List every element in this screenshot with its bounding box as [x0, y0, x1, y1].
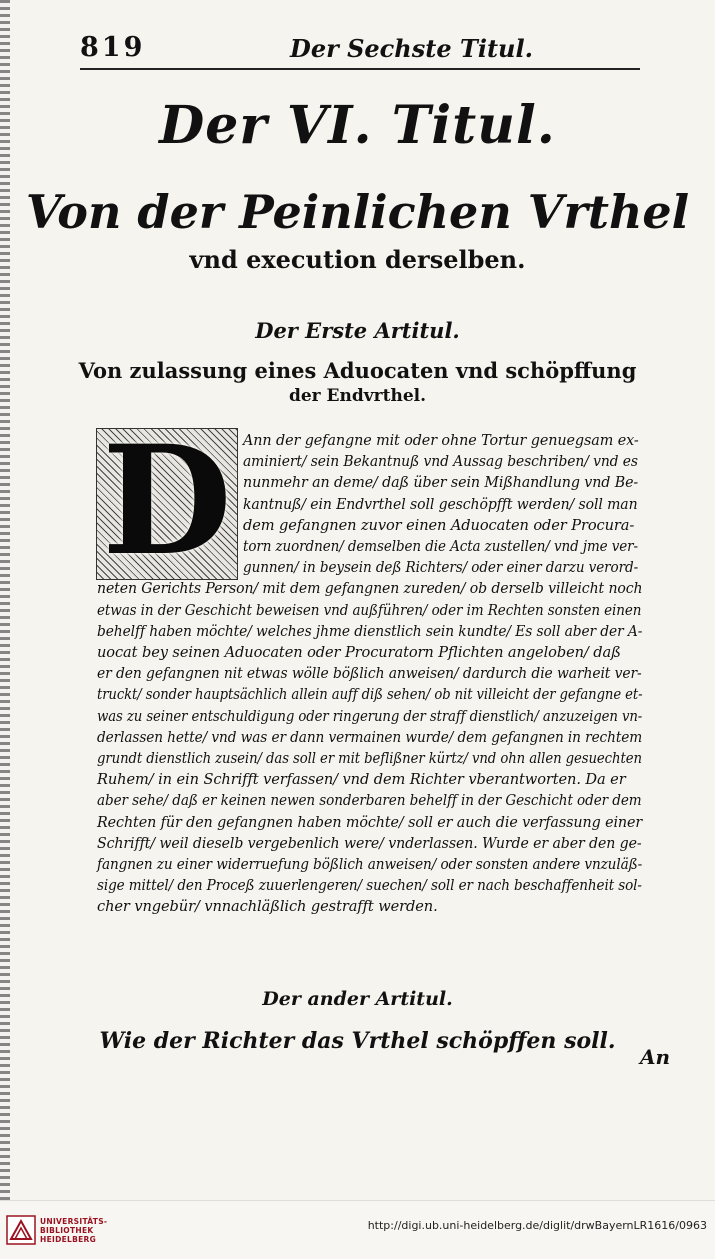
article2-heading: Der ander Artitul.: [262, 988, 453, 1010]
library-name-line2: BIBLIOTHEK: [40, 1226, 94, 1235]
body-line: uocat bey seinen Aduocaten oder Procuratorn Pflichten angeloben/ daß: [97, 644, 621, 661]
library-name-line3: HEIDELBERG: [40, 1235, 97, 1244]
library-name-line1: UNIVERSITÄTS-: [40, 1217, 108, 1226]
body-line: neten Gerichts Person/ mit dem gefangnen zureden/ ob derselb villeicht noch: [97, 580, 643, 598]
body-line: sige mittel/ den Proceß zuuerlengeren/ suechen/ soll er nach beschaffenheit sol-: [97, 877, 642, 895]
body-line: er den gefangnen nit etwas wölle bößlich anweisen/ dardurch die warheit ver-: [97, 665, 642, 683]
page-edge: [0, 0, 10, 1200]
body-line: gunnen/ in beysein deß Richters/ oder einer darzu verord-: [243, 559, 639, 577]
library-name: [40, 1217, 107, 1244]
body-line: grundt dienstlich zusein/ das soll er mit beflißner kürtz/ vnd ohn allen gesuechten: [97, 750, 642, 767]
body-line: truckt/ sonder hauptsächlich allein auff diß sehen/ ob nit villeicht der gefangne et-: [97, 686, 643, 704]
page-header: [80, 28, 640, 68]
body-line: Ann der gefangne mit oder ohne Tortur genuegsam ex-: [243, 432, 639, 449]
drop-cap-letter: D: [101, 428, 233, 580]
source-url-link[interactable]: http://digi.ub.uni-heidelberg.de/diglit/drwBayernLR1616/0963: [367, 1219, 707, 1232]
chapter-title: Der VI. Titul.: [159, 95, 556, 156]
chapter-subtitle: Von der Peinlichen Vrthel: [25, 185, 690, 239]
header-rule: [80, 68, 640, 70]
body-line: aber sehe/ daß er keinen newen sonderbaren behelff in der Geschicht oder dem: [97, 792, 642, 810]
catchword: An: [640, 1045, 671, 1069]
university-library-logo-icon[interactable]: [6, 1215, 36, 1245]
page-number: 819: [80, 32, 146, 63]
body-line: cher vngebür/ vnnachläßlich gestrafft werden.: [97, 898, 438, 916]
body-line: was zu seiner entschuldigung oder ringerung der straff dienstlich/ anzuzeigen vn-: [97, 707, 643, 725]
article1-title-line1: Von zulassung eines Aduocaten vnd schöpffung: [78, 358, 637, 383]
body-line: derlassen hette/ vnd was er dann vermainen wurde/ dem gefangnen in rechtem: [97, 728, 643, 746]
body-line: behelff haben möchte/ welches jhme dienstlich sein kundte/ Es soll aber der A-: [97, 622, 643, 640]
body-line: kantnuß/ ein Endvrthel soll geschöpfft werden/ soll man: [243, 495, 638, 513]
body-line: Ruhem/ in ein Schrifft verfassen/ vnd dem Richter vberantworten. Da er: [97, 771, 626, 789]
article1-heading: Der Erste Artitul.: [255, 318, 460, 343]
body-line: torn zuordnen/ demselben die Acta zustellen/ vnd jme ver-: [243, 538, 639, 555]
body-line: etwas in der Geschicht beweisen vnd außführen/ oder im Rechten sonsten einen: [97, 601, 642, 619]
body-line: Rechten für den gefangnen haben möchte/ soll er auch die verfassung einer: [97, 813, 643, 831]
drop-cap-initial: [96, 428, 238, 580]
body-line: nunmehr an deme/ daß über sein Mißhandlung vnd Be-: [243, 474, 639, 492]
body-line: Schrifft/ weil dieselb vergebenlich were/ vnderlassen. Wurde er aber den ge-: [97, 834, 642, 852]
body-line: dem gefangnen zuvor einen Aduocaten oder Procura-: [243, 516, 635, 534]
article1-title-line2: der Endvrthel.: [288, 386, 427, 406]
footer-bar: [0, 1200, 715, 1259]
running-head: Der Sechste Titul.: [290, 34, 533, 63]
article2-title: Wie der Richter das Vrthel schöpffen soll.: [99, 1028, 616, 1054]
body-line: aminiert/ sein Bekantnuß vnd Aussag beschriben/ vnd es: [243, 453, 638, 471]
body-line: fangnen zu einer widerruefung bößlich anweisen/ oder sonsten andere vnzuläß-: [97, 856, 643, 873]
chapter-subtitle-line2: vnd execution derselben.: [189, 245, 526, 274]
